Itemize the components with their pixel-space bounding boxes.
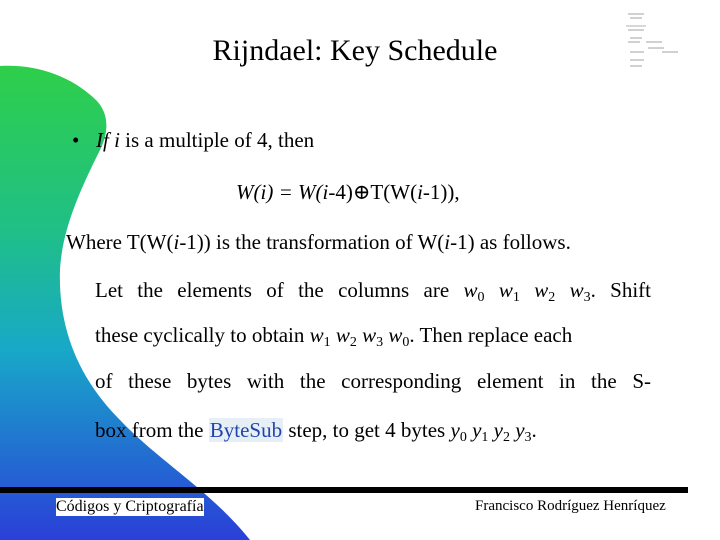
formula-var: i [417,180,423,204]
w-var: w [534,278,549,302]
w-var: w [335,323,350,347]
subscript: 2 [548,290,556,305]
formula-part: -4)⊕T(W( [328,180,418,204]
subscript: 3 [583,290,591,305]
subscript: 1 [323,335,331,350]
paragraph-line-4 [95,418,537,443]
text: . [531,418,537,442]
subscript: 3 [524,430,532,445]
text: . Shift [590,278,651,302]
where-part: -1)) is the transformation of W( [179,230,445,254]
text: step, to get 4 bytes [283,418,451,442]
subscript: 3 [376,335,384,350]
slide-title: Rijndael: Key Schedule [212,34,498,67]
footer-divider [0,487,688,493]
logo-icon [618,8,688,74]
subscript: 2 [349,335,357,350]
y-var: y [472,418,482,442]
bullet-dot: • [72,128,80,152]
formula-part: ) = W( [266,180,323,204]
y-var: y [493,418,503,442]
subscript: 1 [481,430,489,445]
formula-var: i [260,180,267,204]
paragraph-line-1 [95,278,651,303]
bullet-line [72,128,314,153]
paragraph-line-3 [95,369,651,394]
formula-part: -1)), [422,180,460,204]
subscript: 0 [477,290,485,305]
formula-var: i [322,180,329,204]
subscript: 1 [512,290,520,305]
subscript: 0 [459,430,467,445]
w-var: w [388,323,403,347]
paragraph-line-2 [95,323,572,348]
formula [236,180,460,205]
text: box from the [95,418,209,442]
subscript: 2 [502,430,510,445]
formula-part: W( [236,180,261,204]
text: of these bytes with the corresponding element in the S- [95,369,651,393]
w-var: w [463,278,478,302]
w-var: w [362,323,377,347]
bullet-prefix: If [96,128,115,152]
footer-course: Códigos y Criptografía [56,498,204,515]
where-var: i [444,230,451,254]
y-var: y [450,418,460,442]
where-line [66,230,571,255]
bullet-suffix: is a multiple of 4, then [119,128,315,152]
bullet-var-i: i [114,128,120,152]
text: . Then replace each [409,323,573,347]
footer-author: Francisco Rodríguez Henríquez [475,498,666,514]
text: Let the elements of the columns are [95,278,464,302]
w-var: w [309,323,324,347]
text: these cyclically to obtain [95,323,310,347]
w-var: w [498,278,513,302]
where-part: Where T(W( [66,230,174,254]
where-part: -1) as follows. [450,230,571,254]
bytesub-link[interactable]: ByteSub [209,418,283,442]
where-var: i [173,230,180,254]
subscript: 0 [402,335,410,350]
w-var: w [569,278,584,302]
y-var: y [515,418,525,442]
